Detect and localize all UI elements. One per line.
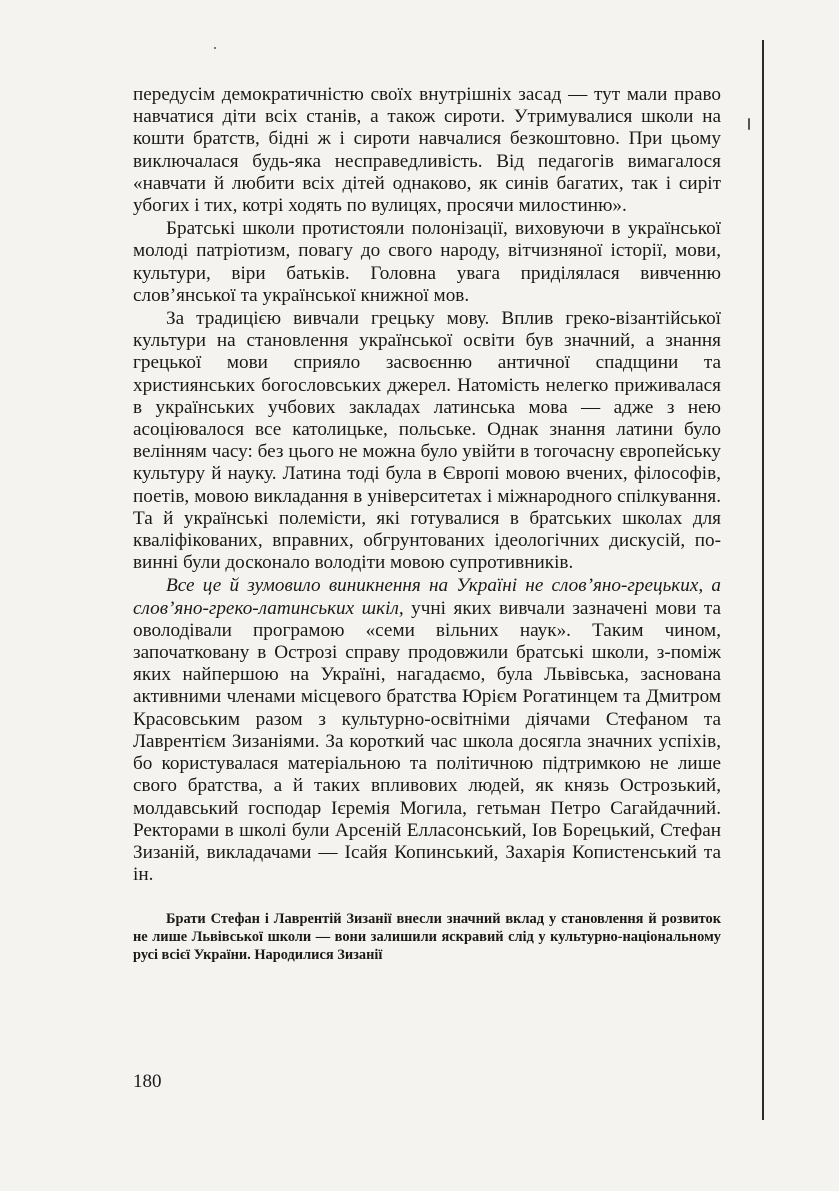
- paragraph: [133, 218, 721, 307]
- scan-speck: [748, 118, 750, 130]
- scan-speck: [214, 47, 216, 49]
- text-run: Братські школи протистояли полонізації, виховуючи в української молоді патріотизм, повагу до свого народу, вітчизняної історії, мови, культури, віри батьків. Головна увага приділялася вивченню слов’янської та української книжної мов.: [133, 218, 721, 306]
- emphasized-text: Все це й зумовило виникнення на Україні не слов’яно-грецьких, а слов’яно-греко-латинських шкіл,: [133, 575, 721, 619]
- book-page: [133, 84, 721, 964]
- footnote: Брати Стефан і Лаврентій Зизанії внесли значний вклад у становлення й розвиток не лише Львівської школи — вони залишили яскравий слід у культурно-національному русі всієї України. Народилися Зизанії: [133, 911, 721, 964]
- paragraph: [133, 84, 721, 217]
- main-text: [133, 84, 721, 886]
- text-run: передусім демократичністю своїх внутрішніх засад — тут мали право навчатися діти всіх станів, а також сироти. Утримувалися школи на кошти братств, бідні ж і сироти навчалися безкоштовно. При цьому виключалася будь-яка несправедливість. Від педагогів вимагалося «навчати й любити всіх дітей однаково, як синів багатих, так і сиріт убогих і тих, котрі ходять по вулицях, просячи милостиню».: [133, 84, 721, 217]
- page-number: 180: [133, 1071, 162, 1092]
- paragraph: [133, 575, 721, 886]
- page-edge-line: [762, 40, 764, 1120]
- paragraph: [133, 308, 721, 574]
- text-run: За традицією вивчали грецьку мову. Вплив греко-візантійської культури на становлення української освіти був значний, а знання грецької мови сприяло засвоєнню античної спадщини та християнських богословських джерел. Натомість нелегко приживалася в українських учбових закладах латинська мова — адже з нею асоціювалося все католицьке, польське. Однак знання латини було велінням часу: без цього не можна було увійти в тогочасну європейську культуру й науку. Латина тоді була в Європі мовою вчених, філософів, поетів, мовою викладання в університетах і міжнародного спілкування. Та й українські полемісти, які готувалися в братських школах для кваліфікованих, вправних, обгрунтованих ідеологічних дискусій, повинні були досконало володіти мовою супротивників.: [133, 308, 721, 574]
- text-run: учні яких вивчали зазначені мови та оволодівали програмою «семи вільних наук». Таким чином, започатковану в Острозі справу продовжили братські школи, з-поміж яких найпершою на Україні, нагадаємо, була Львівська, заснована активними членами місцевого братства Юрієм Рогатинцем та Дмитром Красовським разом з культурно-освітніми діячами Стефаном та Лаврентієм Зизаніями. За короткий час школа досягла значних успіхів, бо користувалася матеріальною та політичною підтримкою не лише свого братства, а й таких впливових людей, як князь Острозький, молдавський господар Ієремія Могила, гетьман Петро Сагайдачний. Ректорами в школі були Арсеній Елласонський, Іов Борецький, Стефан Зизаній, викладачами — Ісайя Копинський, Захарія Копистенський та ін.: [133, 597, 721, 886]
